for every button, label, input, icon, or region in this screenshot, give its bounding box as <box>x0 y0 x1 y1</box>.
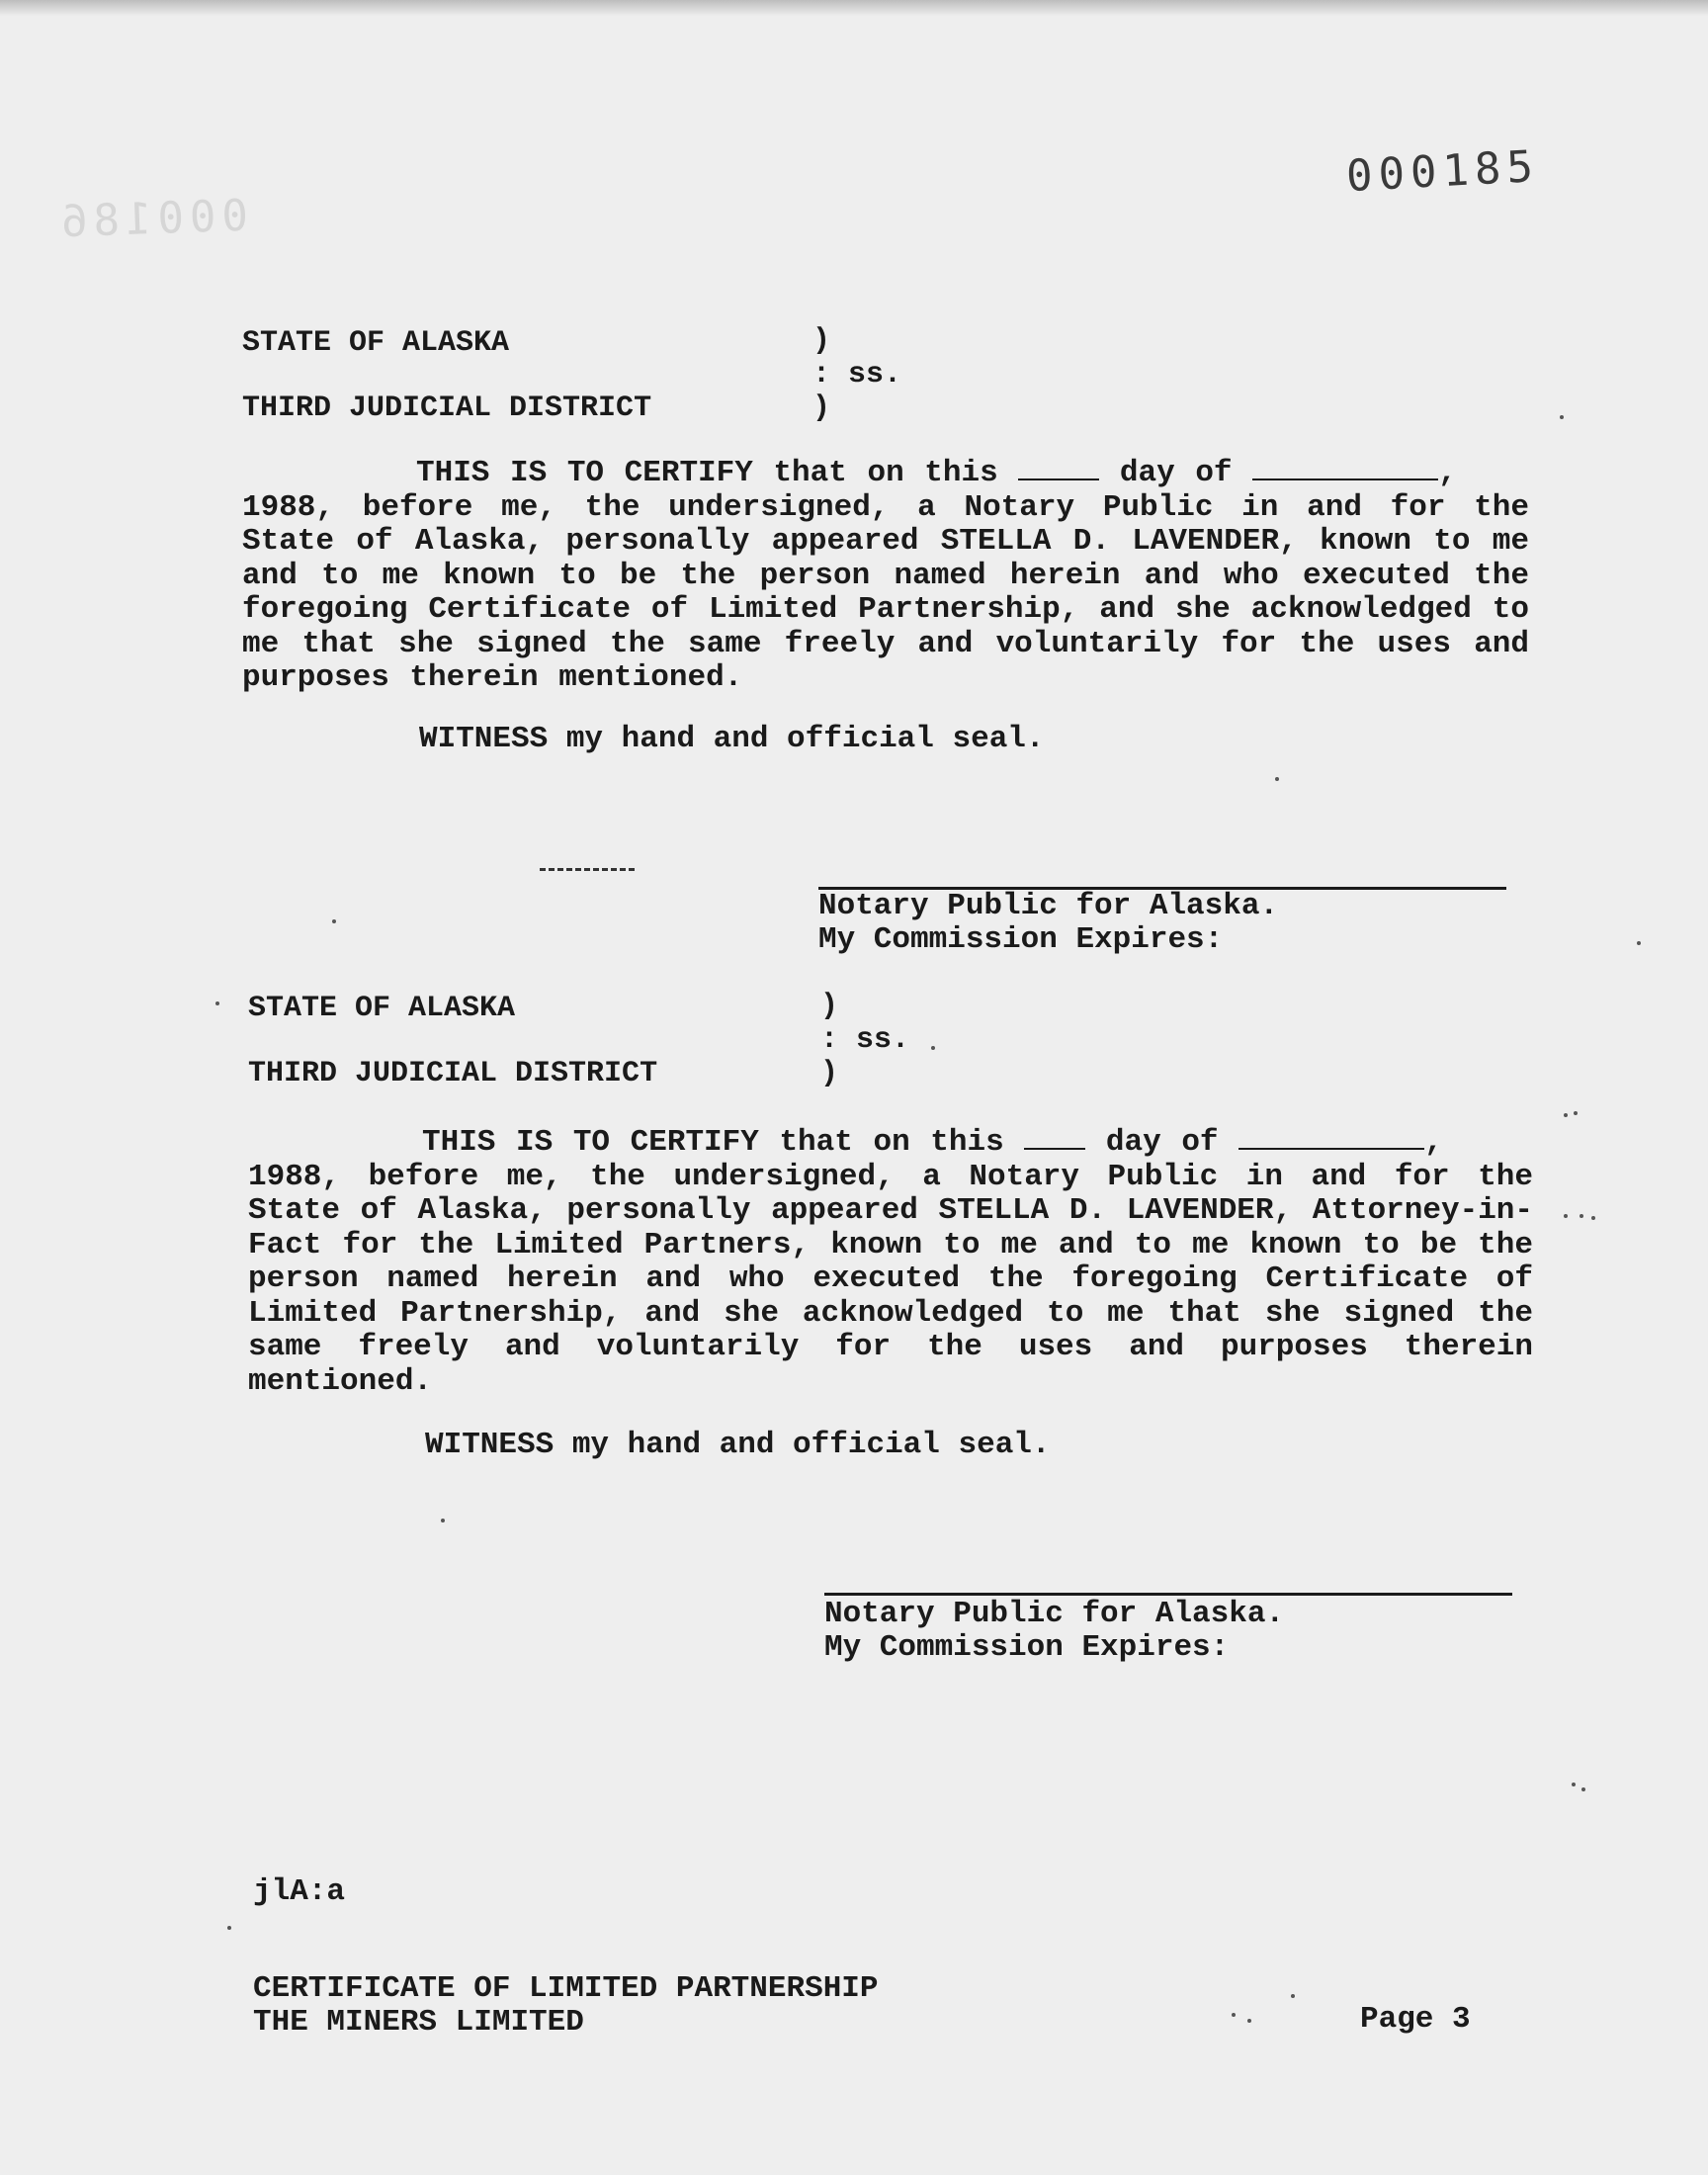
scan-speck <box>1572 1783 1576 1786</box>
certification-paragraph-1 <box>242 453 1529 696</box>
month-blank <box>1238 1122 1424 1150</box>
scan-speck <box>1564 1113 1568 1117</box>
scan-speck <box>1580 1214 1583 1218</box>
scan-speck <box>227 1926 231 1930</box>
venue-paren-top: ) <box>820 990 839 1023</box>
pen-mark <box>540 868 635 871</box>
day-blank <box>1024 1122 1085 1150</box>
page-number: Page 3 <box>1360 2002 1471 2037</box>
venue-ss: : ss. <box>812 358 902 392</box>
commission-expires: My Commission Expires: <box>824 1630 1230 1665</box>
bates-stamp-ghost: 000186 <box>54 190 249 248</box>
venue-paren-bottom: ) <box>812 392 831 425</box>
scan-speck <box>1560 415 1564 419</box>
venue-ss: : ss. <box>820 1023 910 1057</box>
comma: , <box>1438 456 1457 490</box>
certification-first-line <box>248 1122 1533 1161</box>
witness-line: WITNESS my hand and official seal. <box>419 722 1045 756</box>
venue-paren-bottom: ) <box>820 1057 839 1090</box>
scan-speck <box>1591 1216 1595 1220</box>
footer-document-title: CERTIFICATE OF LIMITED PARTNERSHIP <box>253 1971 879 2006</box>
signature-line <box>824 1593 1512 1596</box>
certification-body: 1988, before me, the undersigned, a Notary Public in and for the State of Alaska, personally appeared STELLA D. LAVENDER, Attorney-in-Fact for the Limited Partners, known to me and to me known to be the person named herein and who executed the foregoing Certificate of Limited Partnership, and she acknowledged to me that she signed the same freely and voluntarily for the uses and purposes therein mentioned. <box>248 1159 1533 1399</box>
day-of-label: day of <box>1105 1125 1219 1160</box>
venue-district: THIRD JUDICIAL DISTRICT <box>242 392 652 425</box>
venue-district: THIRD JUDICIAL DISTRICT <box>248 1057 658 1090</box>
venue-state: STATE OF ALASKA <box>242 326 510 360</box>
venue-paren-top: ) <box>812 324 831 358</box>
scan-speck <box>215 1001 219 1005</box>
comma: , <box>1424 1125 1443 1160</box>
day-blank <box>1018 453 1099 480</box>
certification-paragraph-2 <box>248 1122 1533 1399</box>
scan-edge <box>0 0 1708 16</box>
scan-speck <box>1291 1994 1295 1998</box>
notary-title: Notary Public for Alaska. <box>818 889 1279 923</box>
bates-stamp: 000185 <box>1344 140 1541 203</box>
commission-expires: My Commission Expires: <box>818 922 1224 957</box>
scan-speck <box>1574 1111 1578 1115</box>
day-of-label: day of <box>1119 456 1233 490</box>
certification-body: 1988, before me, the undersigned, a Notary Public in and for the State of Alaska, personally appeared STELLA D. LAVENDER, known to me and to me known to be the person named herein and who executed the foregoing Certificate of Limited Partnership, and she acknowledged to me that she signed the same freely and voluntarily for the uses and purposes therein mentioned. <box>242 489 1529 695</box>
venue-state: STATE OF ALASKA <box>248 992 516 1025</box>
scan-speck <box>1247 2019 1251 2023</box>
scan-speck <box>332 919 336 923</box>
scan-speck <box>441 1519 445 1522</box>
scan-speck <box>1564 1214 1568 1218</box>
typist-initials: jlA:a <box>253 1874 346 1909</box>
witness-line: WITNESS my hand and official seal. <box>425 1428 1051 1462</box>
month-blank <box>1252 453 1438 480</box>
certify-lead: THIS IS TO CERTIFY that on this <box>416 456 998 490</box>
footer-entity-name: THE MINERS LIMITED <box>253 2005 584 2040</box>
scan-speck <box>1637 941 1641 945</box>
scan-speck <box>1581 1787 1585 1791</box>
notary-title: Notary Public for Alaska. <box>824 1597 1285 1631</box>
certify-lead: THIS IS TO CERTIFY that on this <box>422 1125 1004 1160</box>
scan-speck <box>1275 777 1279 781</box>
scan-speck <box>1232 2013 1236 2017</box>
scan-speck <box>931 1046 935 1050</box>
certification-first-line <box>242 453 1529 491</box>
